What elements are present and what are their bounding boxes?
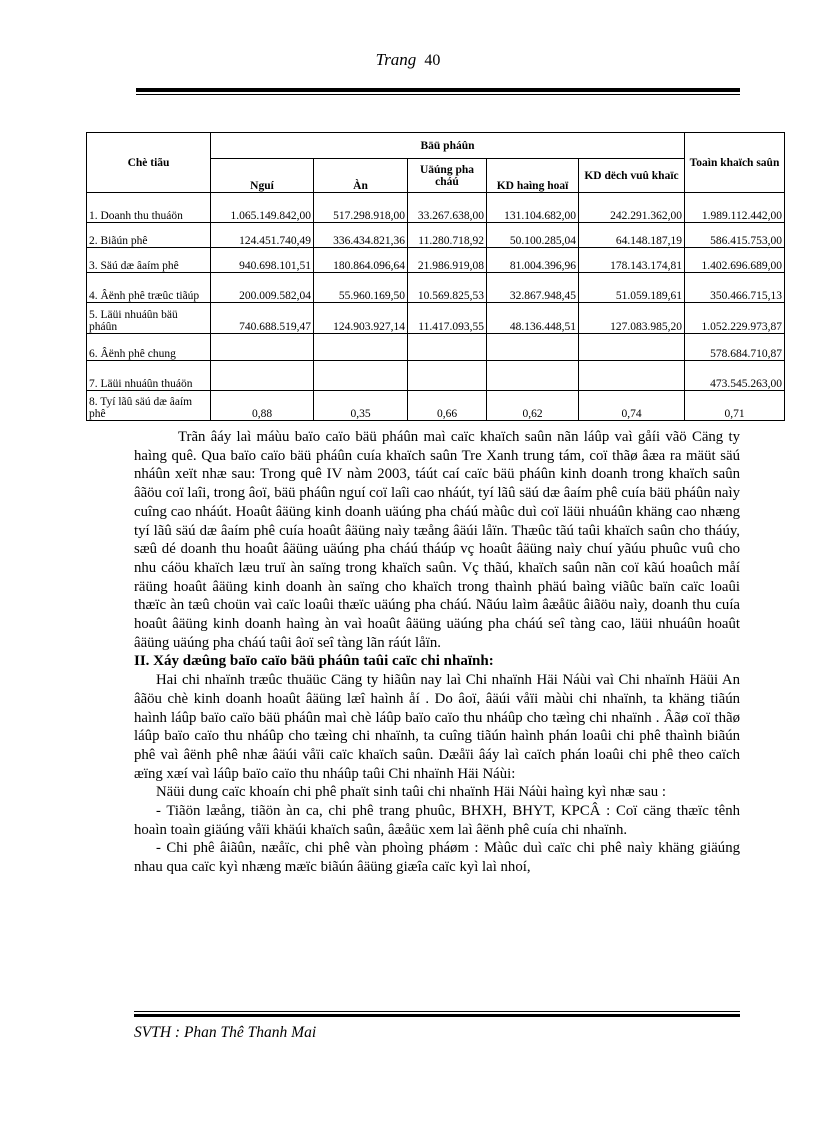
footer-rule-thin (134, 1011, 740, 1012)
cell: 200.009.582,04 (211, 273, 314, 303)
cell: 1.402.696.689,00 (685, 248, 785, 273)
table-row (87, 391, 785, 421)
cell: 0,74 (579, 391, 685, 421)
col-header-ngu: Nguí (211, 159, 314, 193)
cell: 473.545.263,00 (685, 361, 785, 391)
cell (211, 334, 314, 361)
table-row (87, 303, 785, 334)
row-label: 3. Säú dæ âaím phê (87, 248, 211, 273)
cell (579, 334, 685, 361)
cell (487, 361, 579, 391)
cell: 336.434.821,36 (314, 223, 408, 248)
cell: 127.083.985,20 (579, 303, 685, 334)
cell: 81.004.396,96 (487, 248, 579, 273)
cell: 11.280.718,92 (408, 223, 487, 248)
col-header-total: Toaìn khaïch saûn (685, 133, 785, 193)
cell (487, 334, 579, 361)
cell: 578.684.710,87 (685, 334, 785, 361)
cell: 10.569.825,53 (408, 273, 487, 303)
cell: 1.052.229.973,87 (685, 303, 785, 334)
cell: 180.864.096,64 (314, 248, 408, 273)
cell: 0,71 (685, 391, 785, 421)
cell: 55.960.169,50 (314, 273, 408, 303)
table-row (87, 361, 785, 391)
table-row (87, 223, 785, 248)
cell: 242.291.362,00 (579, 193, 685, 223)
cell: 124.451.740,49 (211, 223, 314, 248)
col-header-dichvu: KD dëch vuû khaïc (579, 159, 685, 193)
cell: 51.059.189,61 (579, 273, 685, 303)
cell: 350.466.715,13 (685, 273, 785, 303)
row-label: 1. Doanh thu thuáön (87, 193, 211, 223)
cell: 131.104.682,00 (487, 193, 579, 223)
paragraph: - Tiãön læång, tiãön àn ca, chi phê trang phuûc, BHXH, BHYT, KPCÂ : Coï cäng thæïc tênh hoaìn toaìn giäúng våïi khäúi khaïch saûn, âæåüc xem laì âënh phê cuía chi nhaïnh. (134, 803, 740, 838)
cell: 1.989.112.442,00 (685, 193, 785, 223)
cell (211, 361, 314, 391)
cell: 21.986.919,08 (408, 248, 487, 273)
cell: 64.148.187,19 (579, 223, 685, 248)
row-label: 2. Biãún phê (87, 223, 211, 248)
paragraph: - Chi phê âiãûn, næåïc, chi phê vàn phoìng pháøm : Màûc duì caïc chi phê naìy khäng giäúng nhau qua caïc kyì nhæng mæïc biãún âäüng giæîa caïc kyì laì nhoí, (134, 840, 740, 876)
section-heading: II. Xáy dæûng baïo caïo bäü pháûn taûi caïc chi nhaïnh: (134, 653, 494, 670)
paragraph: Trãn âáy laì máùu baïo caïo bäü pháûn maì caïc khaïch saûn nãn láûp vaì gåíi vãö Cäng ty haìng quê. Qua baïo caïo bäü pháûn cuía khaïch saûn Tre Xanh trung tám, coï thãø âæa ra mäüt säú nháûn xeït nhæ sau: Trong quê IV nàm 2003, táút caí caïc bäü pháûn kinh doanh trong khaïch saûn âãöu coï laîi, trong âoï, bäü pháûn nguí coï laîi cao nháút, tyí lãû säú dæ âaím phê cuía bäü pháûn naìy cuîng cao nháút. Hoaût âäüng kinh doanh uäúng pha cháú màûc duì coï läüi nhuáûn khäng cao nhæng tyí lãû säú dæ âaím phê cuía hoaût âäüng naìy tæång âäúi låïn. Thæûc tãú taûi khaïch saûn cho tháúy, sæû dé doanh thu hoaût âäüng uäúng pha cháú tháúp vç hoaût âäüng naìy chuí yãúu phuûc vuû cho nhu cáöu khaïch læu truï àn saïng trong khaïch saûn. Vç thãú, khaïch saûn nãn coï kãú hoaûch måí räüng hoaût âäüng kinh doanh àn saïng cho khaïch trong thaình phäú baìng viãûc baïn caïc loaûi thæïc àn tæû choün vaì caïc loaûi thæïc uäúng pha cháú. Nãúu laìm âæåüc âiãöu naìy, doanh thu cuía hoaût âäüng kinh doanh haìng àn vaì hoaût âäüng uäúng pha cháú seî tàng cao, läüi nhuáûn hoaût âäüng uäúng pha cháú taûi âoï seî tàng lãn ráút låïn. (134, 429, 740, 651)
row-label: 8. Tyí lãû säú dæ âaím phê (87, 391, 211, 421)
cell: 0,35 (314, 391, 408, 421)
col-header-an: Àn (314, 159, 408, 193)
table-row (87, 248, 785, 273)
cell: 740.688.519,47 (211, 303, 314, 334)
cell (579, 361, 685, 391)
cell (408, 334, 487, 361)
col-header-uong: Uäúng pha cháú (408, 159, 487, 193)
col-header-hanghoa: KD haìng hoaï (487, 159, 579, 193)
cell: 50.100.285,04 (487, 223, 579, 248)
cell: 124.903.927,14 (314, 303, 408, 334)
paragraph: Hai chi nhaïnh træûc thuäüc Cäng ty hiãûn nay laì Chi nhaïnh Häi Náùi vaì Chi nhaïnh Häüi An âãöu chè kinh doanh hoaût âäüng læî haình åí . Do âoï, âäúi våïi màùi chi nhaïnh, ta khäng tiãún haình láûp baïo caïo bäü pháûn maì chè láûp baïo caïo thu nháûp cho tæìng chi nhaïnh . Âãø coï thãø láûp baïo caïo thu nháûp cho tæìng chi nhaïnh, ta cuîng tiãún haình phán loaûi chi phê thaình biãún phê vaì âënh phê nhæ âäúi våïi caïc khaïch saûn. Dæåïi âáy laì caïch phán loaûi chi phê theo caïch æïng xæí vaì láûp baïo caïo thu nháûp taûi Chi nhaïnh Häi Náùi: (134, 672, 740, 782)
cell: 11.417.093,55 (408, 303, 487, 334)
footer-rule (134, 1014, 740, 1017)
table-row (87, 334, 785, 361)
row-label: 4. Âënh phê træûc tiãúp (87, 273, 211, 303)
cell: 517.298.918,00 (314, 193, 408, 223)
col-header-group: Bäü pháûn (211, 133, 685, 159)
body-text (134, 428, 740, 877)
page-number: 40 (424, 52, 441, 69)
paragraph: Näüi dung caïc khoaín chi phê phaït sinh taûi chi nhaïnh Häi Náùi haìng kyì nhæ sau : (156, 784, 666, 801)
row-label: 6. Âënh phê chung (87, 334, 211, 361)
page-header (0, 50, 816, 70)
cell: 586.415.753,00 (685, 223, 785, 248)
row-label: 5. Läüi nhuáûn bäü pháûn (87, 303, 211, 334)
col-header-chitieu: Chè tiãu (87, 133, 211, 193)
header-rule-thin (136, 94, 740, 95)
cell (408, 361, 487, 391)
cell: 33.267.638,00 (408, 193, 487, 223)
table-row (87, 193, 785, 223)
page-label: Trang (375, 50, 417, 69)
row-label: 7. Läüi nhuáûn thuáön (87, 361, 211, 391)
table-row (87, 273, 785, 303)
cell: 0,66 (408, 391, 487, 421)
footer-author: SVTH : Phan Thê Thanh Mai (134, 1024, 317, 1041)
cell: 0,62 (487, 391, 579, 421)
cell: 0,88 (211, 391, 314, 421)
cell: 178.143.174,81 (579, 248, 685, 273)
cell: 1.065.149.842,00 (211, 193, 314, 223)
cell (314, 361, 408, 391)
segment-report-table (86, 132, 785, 421)
cell: 940.698.101,51 (211, 248, 314, 273)
header-rule (136, 88, 740, 92)
cell: 48.136.448,51 (487, 303, 579, 334)
cell: 32.867.948,45 (487, 273, 579, 303)
cell (314, 334, 408, 361)
